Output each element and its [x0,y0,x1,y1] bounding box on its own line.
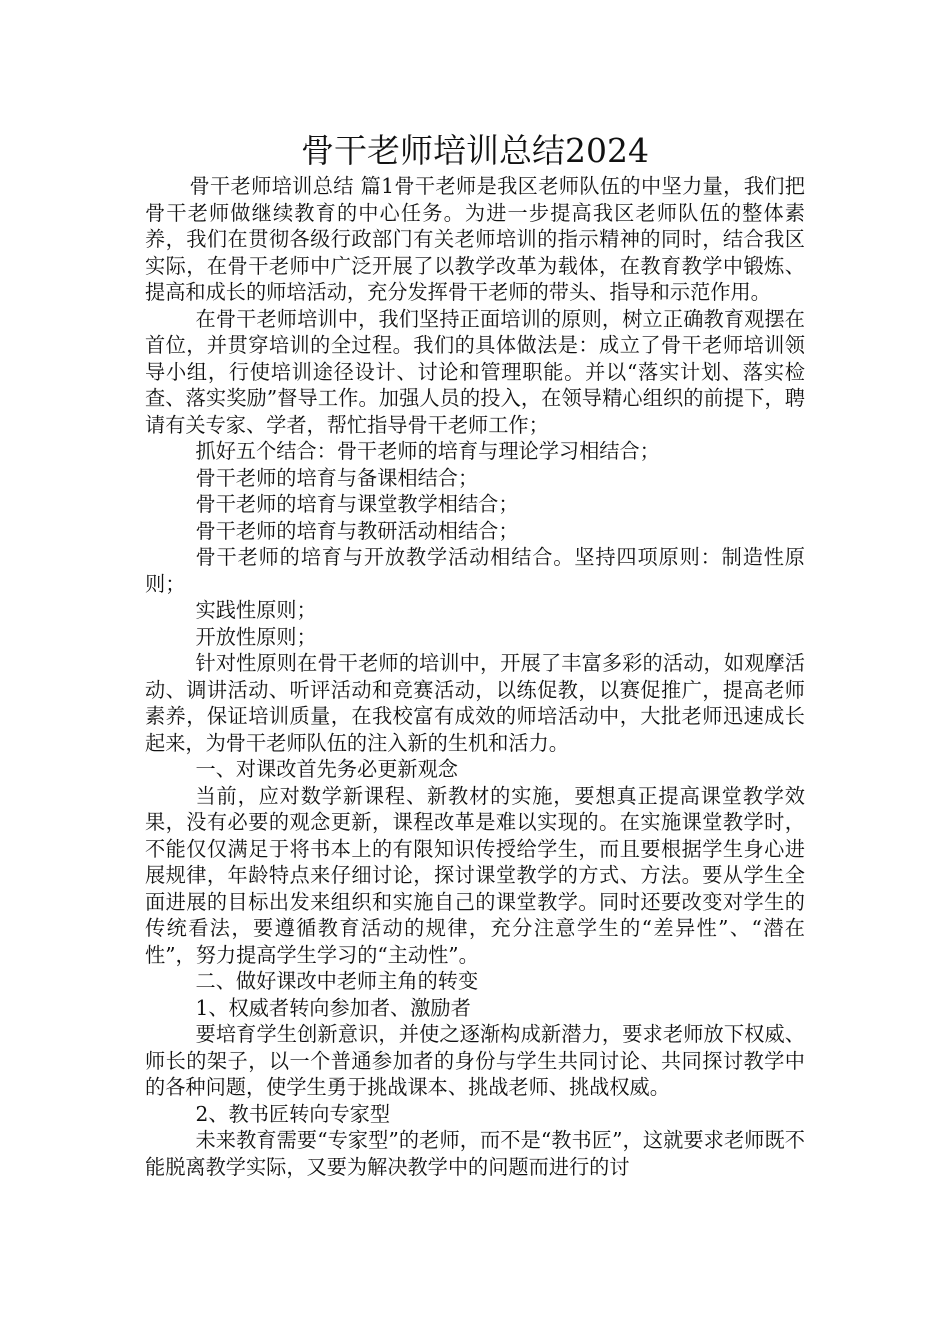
paragraph: 骨干老师培训总结 篇1骨干老师是我区老师队伍的中坚力量，我们把骨干老师做继续教育的中心任务。为进一步提高我区老师队伍的整体素养，我们在贯彻各级行政部门有关老师培训的指示精神的同时，结合我区实际，在骨干老师中广泛开展了以教学改革为载体，在教育教学中锻炼、提高和成长的师培活动，充分发挥骨干老师的带头、指导和示范作用。 [145,174,805,304]
paragraph: 针对性原则在骨干老师的培训中，开展了丰富多彩的活动，如观摩活动、调讲活动、听评活动和竞赛活动，以练促教，以赛促推广，提高老师素养，保证培训质量，在我校富有成效的师培活动中，大批老师迅速成长起来，为骨干老师队伍的注入新的生机和活力。 [145,651,805,755]
section-heading: 二、做好课改中老师主角的转变 [195,969,479,993]
paragraph: 骨干老师的培育与备课相结合； [195,465,479,490]
subsection-heading: 2、教书匠转向专家型 [195,1101,391,1126]
document-body [145,173,805,1180]
document-title: 骨干老师培训总结2024 [301,131,649,170]
paragraph: 抓好五个结合：骨干老师的培育与理论学习相结合； [195,439,660,463]
paragraph: 开放性原则； [195,624,317,649]
subsection-heading: 1、权威者转向参加者、激励者 [195,995,471,1020]
paragraph: 未来教育需要“专家型”的老师，而不是“教书匠”，这就要求老师既不能脱离教学实际，又要为解决教学中的问题而进行的讨 [145,1128,805,1179]
paragraph: 骨干老师的培育与开放教学活动相结合。坚持四项原则：制造性原则； [145,545,805,596]
paragraph: 骨干老师的培育与课堂教学相结合； [195,492,519,516]
paragraph: 骨干老师的培育与教研活动相结合； [195,518,519,543]
paragraph: 要培育学生创新意识，并使之逐渐构成新潜力，要求老师放下权威、师长的架子，以一个普通参加者的身份与学生共同讨论、共同探讨教学中的各种问题，使学生勇于挑战课本、挑战老师、挑战权威。 [145,1022,805,1099]
paragraph: 当前，应对数学新课程、新教材的实施，要想真正提高课堂教学效果，没有必要的观念更新，课程改革是难以实现的。在实施课堂教学时，不能仅仅满足于将书本上的有限知识传授给学生，而且要根据学生身心进展规律，年龄特点来仔细讨论，探讨课堂教学的方式、方法。要从学生全面进展的目标出发来组织和实施自己的课堂教学。同时还要改变对学生的传统看法，要遵循教育活动的规律，充分注意学生的“差异性”、“潜在性”，努力提高学生学习的“主动性”。 [145,783,805,967]
paragraph: 在骨干老师培训中，我们坚持正面培训的原则，树立正确教育观摆在首位，并贯穿培训的全过程。我们的具体做法是：成立了骨干老师培训领导小组，行使培训途径设计、讨论和管理职能。并以“落实计划、落实检查、落实奖励”督导工作。加强人员的投入，在领导精心组织的前提下，聘请有关专家、学者，帮忙指导骨干老师工作； [145,306,805,437]
section-heading: 一、对课改首先务必更新观念 [195,757,458,781]
paragraph: 实践性原则； [195,598,317,622]
